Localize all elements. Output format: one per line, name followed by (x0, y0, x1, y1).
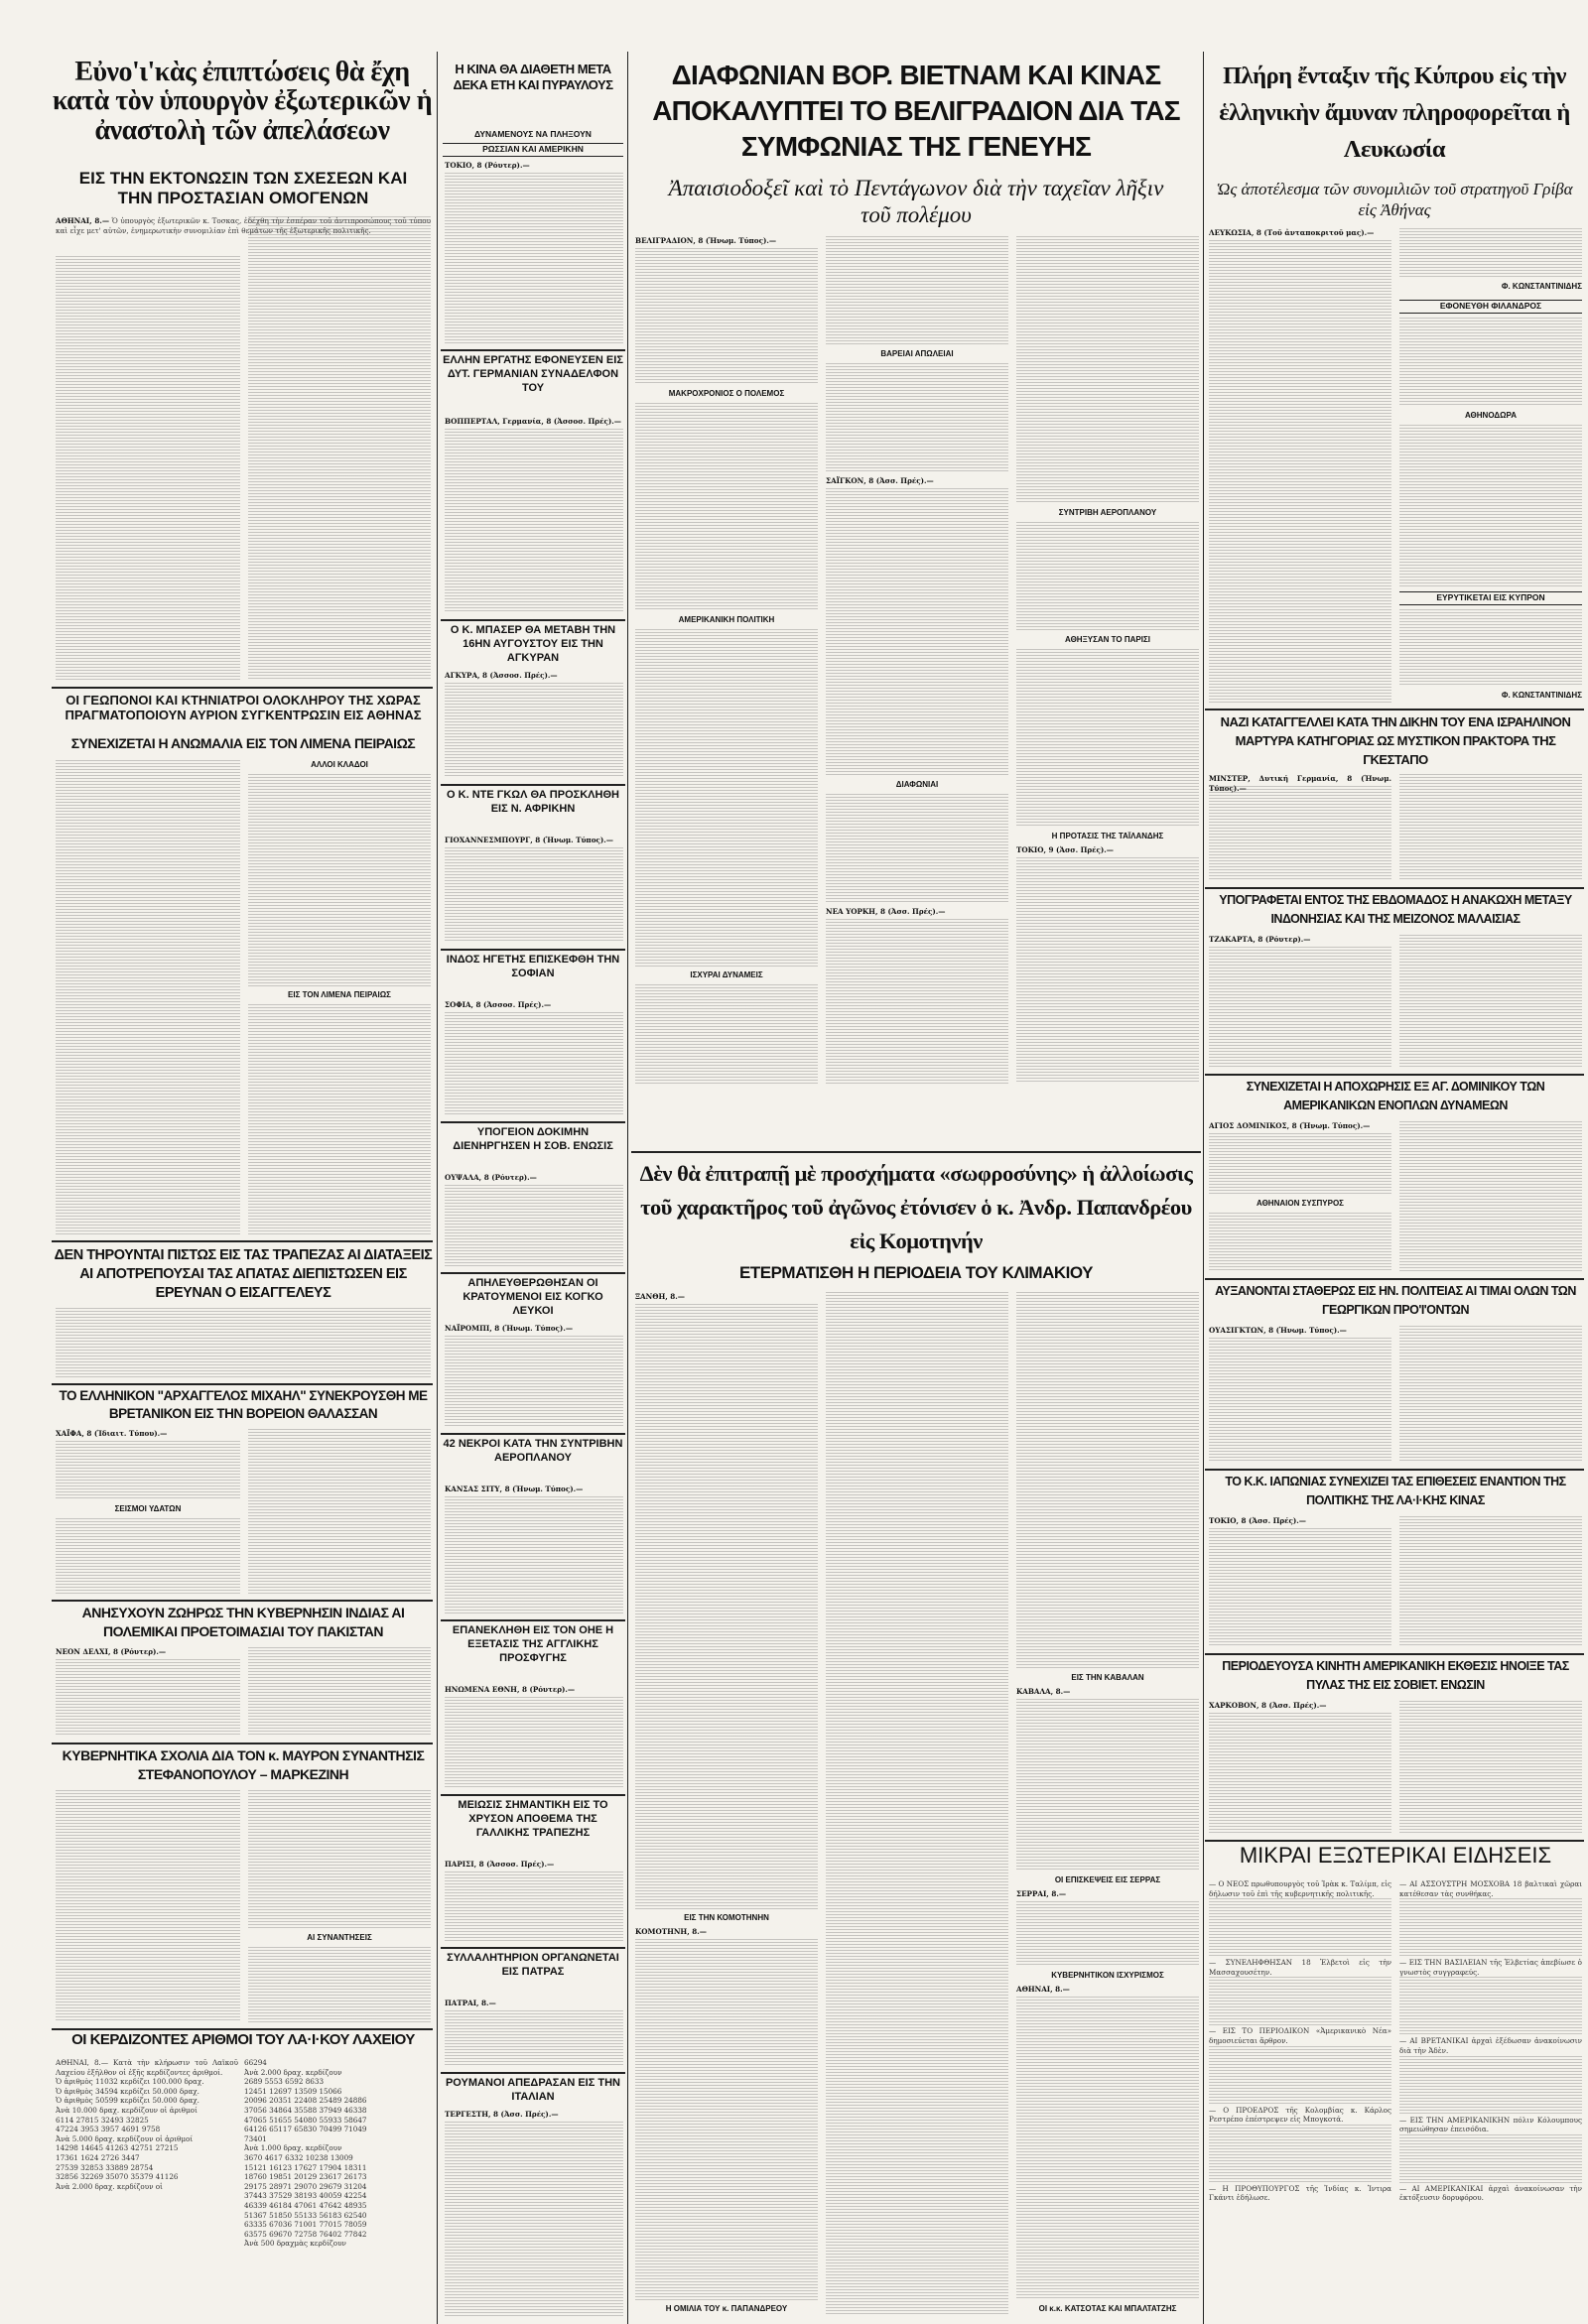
water-subhead: ΣΕΙΣΜΟΙ ΥΔΑΤΩΝ (114, 1504, 182, 1513)
body-text-block (1399, 1516, 1582, 1647)
body-text-block (1209, 786, 1391, 881)
schools-story (56, 1790, 431, 2024)
body-text-block (1209, 2046, 1391, 2106)
lottery-numbers: 32856 32269 35070 35379 41126 (56, 2172, 179, 2182)
gaulle-story (445, 836, 623, 945)
story-text: Ὁ ὑπουργὸς ἐξωτερικῶν κ. Τοσκας, ἐδέχθη τὴν ἐσπέραν τοῦ ἀντιπροσώπους τοῦ τύπου καὶ εἶχε μετ' αὐτῶν, ἐνημερωτικὴν συνομιλίαν ἐπὶ θεμάτων τῆς ἐξωτερικῆς πολιτικῆς. (56, 216, 431, 235)
plane-crash-headline: 42 ΝΕΚΡΟΙ ΚΑΤΑ ΤΗΝ ΣΥΝΤΡΙΒΗΝ ΑΕΡΟΠΛΑΝΟΥ (443, 1438, 623, 1464)
dateline: ΑΘΗΝΑΙ, 8.— (1016, 1985, 1070, 1994)
body-text-block (248, 774, 431, 986)
lottery-numbers: 6114 27815 32493 32825 (56, 2115, 149, 2125)
dateline: ΠΑΡΙΣΙ, 8 (Ἀσσοσ. Πρές).— (445, 1860, 555, 1869)
dateline: ΛΕΥΚΩΣΙΑ, 8 (Τοῦ ἀνταποκριτοῦ μας).— (1209, 228, 1375, 237)
dateline: ΤΕΡΓΕΣΤΗ, 8 (Ἀσσ. Πρές).— (445, 2110, 559, 2119)
banks-headline: ΔΕΝ ΤΗΡΟΥΝΤΑΙ ΠΙΣΤΩΣ ΕΙΣ ΤΑΣ ΤΡΑΠΕΖΑΣ ΑΙ ΔΙΑΤΑΞΕΙΣ ΑΙ ΑΠΟΤΡΕΠΟΥΣΑΙ ΤΑΣ ΑΠΑΤΑΣ ΔΙΕΠΙΣΤΩΣΕΝ ΕΙΣ ΕΡΕΥΝΑΝ Ο ΕΙΣΑΓΓΕΛΕΥΣ (54, 1247, 433, 1301)
lottery-numbers: 64126 65117 65830 70499 71049 (244, 2125, 367, 2134)
body-text-block (1399, 1701, 1582, 1834)
dominican-withdrawal-headline: ΣΥΝΕΧΙΖΕΤΑΙ Η ΑΠΟΧΩΡΗΣΙΣ ΕΞ ΑΓ. ΔΟΜΙΝΙΚΟΥ ΤΩΝ ΑΜΕΡΙΚΑΝΙΚΩΝ ΕΝΟΠΛΩΝ ΔΥΝΑΜΕΩΝ (1246, 1080, 1545, 1112)
other-branches-subhead: ΑΛΛΟΙ ΚΛΑΔΟΙ (311, 760, 368, 769)
dateline: ΧΑΡΚΟΒΟΝ, 8 (Ἀσσ. Πρές).— (1209, 1701, 1327, 1710)
body-text-block (826, 919, 1008, 1084)
body-text-block (1209, 2125, 1391, 2184)
losses-subhead: ΒΑΡΕΙΑΙ ΑΠΩΛΕΙΑΙ (880, 349, 954, 358)
cyprus-story (1209, 228, 1582, 705)
body-text-block (1209, 1528, 1391, 1647)
komotini-subhead: ΕΙΣ ΤΗΝ ΚΟΜΟΤΗΝΗΝ (684, 1913, 769, 1922)
dateline: ΜΙΝΣΤΕΡ, Δυτική Γερμανία, 8 (Ἡνωμ. Τύπος).— (1209, 774, 1391, 793)
lottery-numbers: 51367 51850 55133 56183 62540 (244, 2210, 367, 2220)
body-text-block (826, 236, 1008, 345)
dateline: ΣΑΪΓΚΟΝ, 8 (Ἀσσ. Πρές).— (826, 476, 934, 485)
body-text-block (56, 760, 240, 1234)
body-text-block (1209, 240, 1391, 703)
deportations-story (56, 216, 431, 683)
section-rule (1205, 1653, 1584, 1655)
port-story (56, 760, 431, 1236)
paris-subhead: ΑΘΗΞΥΣΑΝ ΤΟ ΠΑΡΙΣΙ (1065, 635, 1150, 644)
indian-leader-headline: ΙΝΔΟΣ ΗΓΕΤΗΣ ΕΠΙΣΚΕΦΘΗ ΤΗΝ ΣΟΦΙΑΝ (446, 954, 620, 979)
body-text-block (1399, 318, 1582, 407)
column-rule (627, 52, 628, 2324)
body-text-block (1209, 947, 1391, 1068)
government-schools-headline: ΚΥΒΕΡΝΗΤΙΚΑ ΣΧΟΛΙΑ ΔΙΑ ΤΟΝ κ. ΜΑΥΡΟΝ ΣΥΝΑΝΤΗΣΙΣ ΣΤΕΦΑΝΟΠΟΥΛΟΥ – ΜΑΡΚΕΖΙΝΗ (62, 1747, 425, 1782)
body-text-block (1399, 1326, 1582, 1463)
japan-cp-headline: ΤΟ Κ.Κ. ΙΑΠΩΝΙΑΣ ΣΥΝΕΧΙΖΕΙ ΤΑΣ ΕΠΙΘΕΣΕΙΣ ΕΝΑΝΤΙΟΝ ΤΗΣ ΠΟΛΙΤΙΚΗΣ ΤΗΣ ΛΑ·Ι·ΚΗΣ ΚΙΝΑΣ (1225, 1475, 1566, 1507)
section-rule (441, 1272, 625, 1274)
greek-worker-headline: ΕΛΛΗΝ ΕΡΓΑΤΗΣ ΕΦΟΝΕΥΣΕΝ ΕΙΣ ΔΥΤ. ΓΕΡΜΑΝΙΑΝ ΣΥΝΑΔΕΛΦΟΝ ΤΟΥ (443, 354, 623, 394)
port-subhead: ΕΙΣ ΤΟΝ ΛΙΜΕΝΑ ΠΕΙΡΑΙΩΣ (288, 990, 391, 999)
body-text-block (1016, 649, 1199, 828)
lottery-numbers: 18760 19851 20129 23617 26173 (244, 2172, 367, 2182)
cyprus-subhead: Ὡς ἀποτέλεσμα τῶν συνομιλιῶν τοῦ στρατηγοῦ Γρίβα εἰς Ἀθήνας (1216, 180, 1573, 219)
serres-subhead: ΟΙ ΕΠΙΣΚΕΨΕΙΣ ΕΙΣ ΣΕΡΡΑΣ (1054, 1875, 1161, 1884)
news-item: — ΑΙ ΑΜΕΡΙΚΑΝΙΚΑΙ ἀρχαὶ ἀνακοίνωσαν τὴν ἐκτόξευσιν δορυφόρου. (1399, 2183, 1582, 2203)
dateline: ΚΑΒΑΛΑ, 8.— (1016, 1687, 1071, 1696)
india-story (56, 1647, 431, 1739)
news-item: — ΕΙΣ ΤΗΝ ΒΑΣΙΛΕΙΑΝ τῆς Ἑλβετίας ἀπεβίωσε ὁ γνωστὸς συγγραφεύς. (1399, 1958, 1582, 1977)
cyprus-lead-headline: Πλήρη ἔνταξιν τῆς Κύπρου εἰς τὴν ἑλληνικὴν ἄμυναν πληροφορεῖται ἡ Λευκωσία (1219, 63, 1570, 163)
news-item: — Η ΠΡΟΘΥΠΟΥΡΓΟΣ τῆς Ἰνδίας κ. Ἰντιρα Γκάντι ἐδήλωσε. (1209, 2183, 1391, 2203)
returns-subhead: ΕΥΡΥΤΙΚΕΤΑΙ ΕΙΣ ΚΥΠΡΟΝ (1399, 591, 1582, 605)
section-rule (52, 2028, 433, 2030)
news-item: — ΑΙ ΑΣΣΟΥΣΤΡΗ ΜΟΣΧΟΒΑ 18 βαλτικαὶ χῶραι κατέθεσαν τὰς συνθήκας. (1399, 1879, 1582, 1898)
body-text-block (635, 248, 818, 385)
dateline: ΤΟΚΙΟ, 8 (Ἀσσ. Πρές).— (1209, 1516, 1306, 1525)
small-news-column (1209, 1879, 1391, 2320)
column-rule (1203, 52, 1204, 2324)
dateline: ΝΕΟΝ ΔΕΛΧΙ, 8 (Ρόυτερ).— (56, 1647, 167, 1656)
truce-story (1209, 935, 1582, 1070)
lottery-numbers: 27539 32853 33889 28754 (56, 2162, 154, 2172)
body-text-block (56, 1518, 240, 1594)
body-text-block (445, 847, 623, 943)
body-text-block (445, 1336, 623, 1427)
lottery-numbers: 12451 12697 13509 15066 (244, 2086, 342, 2096)
body-text-block (1399, 609, 1582, 687)
dateline: ΚΟΜΟΤΗΝΗ, 8.— (635, 1927, 707, 1936)
lottery-numbers: 37443 37529 38193 40059 42254 (244, 2191, 367, 2201)
pentagon-subhead: Ἀπαισιοδοξεῖ καὶ τὸ Πεντάγωνον διὰ τὴν ταχεῖαν λῆξιν τοῦ πολέμου (668, 176, 1164, 227)
farmers-headline: ΟΙ ΓΕΩΠΟΝΟΙ ΚΑΙ ΚΤΗΝΙΑΤΡΟΙ ΟΛΟΚΛΗΡΟΥ ΤΗΣ ΧΩΡΑΣ ΠΡΑΓΜΑΤΟΠΟΙΟΥΝ ΑΥΡΙΟΝ ΣΥΓΚΕΝΤΡΩΣΙΝ ΕΙΣ ΑΘΗΝΑΣ (65, 693, 422, 722)
lottery-line: Ἀνὰ 10.000 δραχ. κερδίζουν οἱ ἀριθμοί (56, 2105, 198, 2115)
body-text-block (635, 984, 818, 1084)
body-text-block (445, 173, 623, 343)
body-text-block (445, 1185, 623, 1266)
body-text-block (445, 1496, 623, 1614)
lottery-results-continued (244, 2058, 431, 2318)
body-text-block (1016, 857, 1199, 1084)
dateline: ΤΟΚΙΟ, 9 (Ἀσσ. Πρές).— (1016, 845, 1114, 854)
lottery-results (56, 2058, 238, 2318)
body-text-block (56, 1308, 431, 1379)
dominican-story (1209, 1121, 1582, 1274)
katsotas-subhead: ΟΙ κ.κ. ΚΑΤΣΟΤΑΣ ΚΑΙ ΜΠΑΛΤΑΤΖΗΣ (1038, 2304, 1177, 2313)
body-text-block (1209, 1338, 1391, 1463)
body-text-block (635, 403, 818, 611)
congo-freed-headline: ΑΠΗΛΕΥΘΕΡΩΘΗΣΑΝ ΟΙ ΚΡΑΤΟΥΜΕΝΟΙ ΕΙΣ ΚΟΓΚΟ ΛΕΥΚΟΙ (463, 1277, 603, 1317)
dateline: ΠΑΤΡΑΙ, 8.— (445, 1999, 496, 2007)
dateline: ΝΕΑ ΥΟΡΚΗ, 8 (Ἀσσ. Πρές).— (826, 907, 946, 916)
nazi-gestapo-headline: ΝΑΖΙ ΚΑΤΑΓΓΕΛΛΕΙ ΚΑΤΑ ΤΗΝ ΔΙΚΗΝ ΤΟΥ ΕΝΑ ΙΣΡΑΗΛΙΝΟΝ ΜΑΡΤΥΡΑ ΚΑΤΗΓΟΡΙΑΣ ΩΣ ΜΥΣΤΙΚΟΝ ΠΡΑΚΤΟΡΑ ΤΗΣ ΓΚΕΣΤΑΠΟ (1220, 714, 1571, 767)
gold-reserve-headline: ΜΕΙΩΣΙΣ ΣΗΜΑΝΤΙΚΗ ΕΙΣ ΤΟ ΧΡΥΣΟΝ ΑΠΟΘΕΜΑ ΤΗΣ ΓΑΛΛΙΚΗΣ ΤΡΑΠΕΖΗΣ (458, 1799, 608, 1839)
body-text-block (248, 1647, 431, 1737)
dateline: ΤΖΑΚΑΡΤΑ, 8 (Ρόυτερ).— (1209, 935, 1311, 944)
kavala-subhead: ΕΙΣ ΤΗΝ ΚΑΒΑΛΑΝ (1071, 1673, 1144, 1682)
lottery-headline: ΟΙ ΚΕΡΔΙΖΟΝΤΕΣ ΑΡΙΘΜΟΙ ΤΟΥ ΛΑ·Ι·ΚΟΥ ΛΑΧΕΙΟΥ (71, 2032, 415, 2048)
ship-story (56, 1429, 431, 1596)
bozer-headline: Ο Κ. ΜΠΑΣΕΡ ΘΑ ΜΕΤΑΒΗ ΤΗΝ 16ΗΝ ΑΥΓΟΥΣΤΟΥ ΕΙΣ ΤΗΝ ΑΓΚΥΡΑΝ (450, 624, 616, 664)
nazi-story (1209, 774, 1582, 883)
crash-story (445, 1485, 623, 1615)
patras-rally-headline: ΣΥΛΛΑΛΗΤΗΡΙΟΝ ΟΡΓΑΝΩΝΕΤΑΙ ΕΙΣ ΠΑΤΡΑΣ (447, 1952, 619, 1978)
news-item: — Ο ΠΡΟΕΔΡΟΣ τῆς Κολομβίας κ. Κάρλος Ρεστρέπο ἐπέστρεψεν εἰς Μπογκοτά. (1209, 2105, 1391, 2125)
papandreou-story (635, 1292, 1199, 2320)
body-text-block (1209, 1713, 1391, 1834)
body-text-block (635, 1304, 818, 1909)
test-story (445, 1173, 623, 1268)
body-text-block (56, 1441, 240, 1500)
dominican-subhead: ΑΘΗΝΑΙΟΝ ΣΥΣΠΥΡΟΣ (1257, 1199, 1344, 1208)
dateline: ΓΙΟΧΑΝΝΕΣΜΠΟΥΡΓ, 8 (Ἡνωμ. Τύπος).— (445, 836, 613, 844)
dateline: ΞΑΝΘΗ, 8.— (635, 1292, 685, 1301)
body-text-block (1399, 2056, 1582, 2116)
section-rule (441, 1947, 625, 1949)
china-strap-2: ΡΩΣΣΙΑΝ ΚΑΙ ΑΜΕΡΙΚΗΝ (443, 143, 623, 157)
body-text-block (1399, 2134, 1582, 2184)
body-text-block (56, 1659, 240, 1737)
de-gaulle-headline: Ο Κ. ΝΤΕ ΓΚΩΛ ΘΑ ΠΡΟΣΚΛΗΘΗ ΕΙΣ Ν. ΑΦΡΙΚΗΝ (447, 789, 619, 815)
india-pakistan-headline: ΑΝΗΣΥΧΟΥΝ ΖΩΗΡΩΣ ΤΗΝ ΚΥΒΕΡΝΗΣΙΝ ΙΝΔΙΑΣ ΑΙ ΠΟΛΕΜΙΚΑΙ ΠΡΟΕΤΟΙΜΑΣΙΑΙ ΤΟΥ ΠΑΚΙΣΤΑΝ (81, 1605, 405, 1639)
diplomacy-subhead: ΔΙΑΦΩΝΙΑΙ (895, 780, 939, 789)
body-text-block (826, 794, 1008, 903)
farm-prices-headline: ΑΥΞΑΝΟΝΤΑΙ ΣΤΑΘΕΡΩΣ ΕΙΣ ΗΝ. ΠΟΛΙΤΕΙΑΣ ΑΙ ΤΙΜΑΙ ΟΛΩΝ ΤΩΝ ΓΕΩΡΓΙΚΩΝ ΠΡΟ'Ι'ΟΝΤΩΝ (1215, 1284, 1576, 1317)
body-text-block (1016, 522, 1199, 631)
papandreou-headline: Δὲν θὰ ἐπιτραπῇ μὲ προσχήματα «σωφροσύνης» ἡ ἀλλοίωσις τοῦ χαρακτῆρος τοῦ ἀγῶνος ἐτόνισεν ὁ κ. Ἀνδρ. Παπανδρέου εἰς Κομοτηνήν (639, 1161, 1193, 1253)
lottery-line: Ἀνὰ 5.000 δραχ. κερδίζουν οἱ ἀριθμοί (56, 2133, 194, 2143)
indonesia-truce-headline: ΥΠΟΓΡΑΦΕΤΑΙ ΕΝΤΟΣ ΤΗΣ ΕΒΔΟΜΑΔΟΣ Η ΑΝΑΚΩΧΗ ΜΕΤΑΞΥ ΙΝΔΟΝΗΣΙΑΣ ΚΑΙ ΤΗΣ ΜΕΙΖΟΝΟΣ ΜΑΛΑΙΣΙΑΣ (1219, 893, 1572, 926)
lead-headline-deportations: Εὐνο'ι'κὰς ἐπιπτώσεις θὰ ἔχη κατὰ τὸν ὑπουργὸν ἐξωτερικῶν ἡ ἀναστολὴ τῶν ἀπελάσεων (52, 58, 433, 146)
section-rule (441, 1619, 625, 1621)
section-rule (441, 1433, 625, 1435)
body-text-block (1399, 935, 1582, 1068)
gold-story (445, 1860, 623, 1943)
news-item: — ΕΙΣ ΤΗΝ ΑΜΕΡΙΚΑΝΙΚΗΝ πόλιν Κόλουμπους σημειώθησαν ἐπεισόδια. (1399, 2115, 1582, 2134)
vietnam-story (635, 236, 1199, 1149)
body-text-block (1209, 1133, 1391, 1195)
cyprus-signature: Φ. ΚΩΝΣΤΑΝΤΙΝΙΔΗΣ (1501, 691, 1582, 700)
expo-story (1209, 1701, 1582, 1836)
body-text-block (445, 2122, 623, 2316)
column-rule (437, 52, 438, 2324)
body-text-block (1399, 1121, 1582, 1272)
deportations-subhead: ΕΙΣ ΤΗΝ ΕΚΤΟΝΩΣΙΝ ΤΩΝ ΣΧΕΣΕΩΝ ΚΑΙ ΤΗΝ ΠΡΟΣΤΑΣΙΑΝ ΟΜΟΓΕΝΩΝ (78, 169, 408, 207)
ship-collision-headline: ΤΟ ΕΛΛΗΝΙΚΟΝ "ΑΡΧΑΓΓΕΛΟΣ ΜΙΧΑΗΛ" ΣΥΝΕΚΡΟΥΣΘΗ ΜΕ ΒΡΕΤΑΝΙΚΟΝ ΕΙΣ ΤΗΝ ΒΟΡΕΙΟΝ ΘΑΛΑΣΣΑΝ (59, 1388, 428, 1421)
un-exam-headline: ΕΠΑΝΕΚΛΗΘΗ ΕΙΣ ΤΟΝ ΟΗΕ Η ΕΞΕΤΑΣΙΣ ΤΗΣ ΑΓΓΛΙΚΗΣ ΠΡΟΣΦΥΓΗΣ (452, 1624, 614, 1664)
section-rule (52, 1240, 433, 1242)
body-text-block (826, 363, 1008, 472)
lottery-line: Ὁ ἀριθμὸς 34594 κερδίζει 50.000 δραχ. (56, 2086, 199, 2096)
body-text-block (635, 1939, 818, 2300)
lottery-numbers: 73401 (244, 2133, 267, 2143)
american-policy-subhead: ΑΜΕΡΙΚΑΝΙΚΗ ΠΟΛΙΤΙΚΗ (678, 615, 775, 624)
dateline: ΗΝΩΜΕΝΑ ΕΘΝΗ, 8 (Ρόυτερ).— (445, 1685, 576, 1694)
small-foreign-news-headline: ΜΙΚΡΑΙ ΕΞΩΤΕΡΙΚΑΙ ΕΙΔΗΣΕΙΣ (1239, 1844, 1552, 1868)
thailand-subhead: Η ΠΡΟΤΑΣΙΣ ΤΗΣ ΤΑΪΛΑΝΔΗΣ (1051, 832, 1164, 840)
section-rule (52, 1743, 433, 1744)
underground-test-headline: ΥΠΟΓΕΙΟΝ ΔΟΚΙΜΗΝ ΔΙΕΝΗΡΓΗΣΕΝ Η ΣΟΒ. ΕΝΩΣΙΣ (453, 1126, 613, 1152)
body-text-block (445, 1872, 623, 1941)
lottery-line: Ὁ ἀριθμὸς 11032 κερδίζει 100.000 δραχ. (56, 2077, 204, 2087)
news-item: — ΣΥΝΕΛΗΦΘΗΣΑΝ 18 Ἐλβετοὶ εἰς τὴν Μασσαχουσέτην. (1209, 1958, 1391, 1977)
body-text-block (248, 1790, 431, 1929)
news-item: — Ο ΝΕΟΣ πρωθυπουργὸς τοῦ Ἰρὰκ κ. Ταλίμπ, εἰς δήλωσιν τοῦ ἐπὶ τῆς κυβερνητικῆς πολιτικῆς. (1209, 1879, 1391, 1898)
section-rule (1205, 1278, 1584, 1280)
dateline: ΤΟΚΙΟ, 8 (Ρόυτερ).— (445, 161, 530, 170)
lottery-numbers: 37056 34864 35588 37949 46338 (244, 2105, 367, 2115)
romanians-story (445, 2110, 623, 2318)
section-rule (1205, 709, 1584, 710)
dateline: ΣΕΡΡΑΙ, 8.— (1016, 1889, 1067, 1898)
body-text-block (445, 1012, 623, 1115)
port-headline: ΣΥΝΕΧΙΖΕΤΑΙ Η ΑΝΩΜΑΛΙΑ ΕΙΣ ΤΟΝ ΛΙΜΕΝΑ ΠΕΙΡΑΙΩΣ (70, 736, 416, 751)
section-rule (441, 1121, 625, 1123)
lottery-numbers: 17361 1624 2726 3447 (56, 2152, 140, 2162)
lottery-line: Ἀνὰ 1.000 δραχ. κερδίζουν (244, 2143, 342, 2153)
lottery-numbers: 2689 5553 6592 8633 (244, 2077, 325, 2087)
lottery-line: Ὁ ἀριθμὸς 50599 κερδίζει 50.000 δραχ. (56, 2096, 199, 2106)
body-text-block (56, 1790, 240, 2022)
lottery-line: 66294 (244, 2058, 267, 2067)
body-text-block (56, 256, 240, 681)
china-missiles-headline: Η ΚΙΝΑ ΘΑ ΔΙΑΘΕΤΗ ΜΕΤΑ ΔΕΚΑ ΕΤΗ ΚΑΙ ΠΥΡΑΥΛΟΥΣ (453, 62, 613, 92)
lottery-numbers: 3670 4617 6332 10238 13009 (244, 2152, 353, 2162)
section-rule (52, 687, 433, 689)
body-text-block (445, 1697, 623, 1788)
body-text-block (445, 429, 623, 613)
section-rule (52, 1383, 433, 1385)
dateline: ΣΟΦΙΑ, 8 (Ἀσσοσ. Πρές).— (445, 1000, 552, 1009)
war-subhead: ΜΑΚΡΟΧΡΟΝΙΟΣ Ο ΠΟΛΕΜΟΣ (668, 389, 785, 398)
dateline: ΧΑΪΦΑ, 8 (Ἰδιαιτ. Τύπου).— (56, 1429, 168, 1438)
lottery-numbers: 20096 20351 22408 25489 24886 (244, 2096, 367, 2106)
gov-claim-subhead: ΚΥΒΕΡΝΗΤΙΚΟΝ ΙΣΧΥΡΙΣΜΟΣ (1051, 1971, 1164, 1980)
body-text-block (1399, 774, 1582, 881)
dateline: ΒΟΠΠΕΡΤΑΛ, Γερμανία, 8 (Ἀσσοσ. Πρές).— (445, 417, 621, 426)
lottery-line: Ἀνὰ 2.000 δραχ. κερδίζουν (244, 2067, 342, 2077)
philandros-subhead: ΕΦΟΝΕΥΘΗ ΦΙΛΑΝΔΡΟΣ (1399, 300, 1582, 314)
section-rule (52, 1600, 433, 1602)
news-item: — ΕΙΣ ΤΟ ΠΕΡΙΟΔΙΚΟΝ «Ἀμερικανικὸ Νέα» δημοσιεύεται ἄρθρον. (1209, 2026, 1391, 2045)
lottery-numbers: 47065 51655 54080 55933 58647 (244, 2115, 367, 2125)
body-text-block (248, 1947, 431, 2022)
china-strap: ΔΥΝΑΜΕΝΟΥΣ ΝΑ ΠΛΗΞΟΥΝ (474, 129, 592, 139)
dateline: ΟΥΨΑΛΑ, 8 (Ρόυτερ).— (445, 1173, 537, 1182)
un-story (445, 1685, 623, 1790)
japan-story (1209, 1516, 1582, 1649)
china-story (445, 161, 623, 345)
body-text-block (635, 629, 818, 967)
lottery-numbers: 47224 3953 3957 4691 9758 (56, 2125, 161, 2134)
body-text-block (248, 216, 431, 681)
dateline: ΝΑΪΡΟΜΠΙ, 8 (Ἡνωμ. Τύπος).— (445, 1324, 574, 1333)
section-rule (1205, 1469, 1584, 1471)
cyprus-signature: Φ. ΚΩΝΣΤΑΝΤΙΝΙΔΗΣ (1501, 282, 1582, 291)
lottery-intro: ΑΘΗΝΑΙ, 8.— Κατὰ τὴν κλήρωσιν τοῦ Λαϊκοῦ Λαχείου ἐξῆλθον οἱ ἑξῆς κερδίζοντες ἀριθμοί. (56, 2058, 238, 2077)
rally-story (445, 1999, 623, 2068)
dateline: ΒΕΛΙΓΡΑΔΙΟΝ, 8 (Ἡνωμ. Τύπος).— (635, 236, 777, 245)
body-text-block (1399, 228, 1582, 278)
lottery-numbers: 46339 46184 47061 47642 48935 (244, 2200, 367, 2210)
dateline: ΟΥΑΣΙΓΚΤΩΝ, 8 (Ἡνωμ. Τύπος).— (1209, 1326, 1347, 1335)
section-rule (441, 784, 625, 786)
body-text-block (826, 488, 1008, 776)
section-rule (1205, 1840, 1584, 1842)
body-text-block (248, 1004, 431, 1234)
meetings-subhead: ΑΙ ΣΥΝΑΝΤΗΣΕΙΣ (307, 1933, 372, 1942)
plane-subhead: ΣΥΝΤΡΙΒΗ ΑΕΡΟΠΛΑΝΟΥ (1058, 508, 1157, 517)
body-text-block (1016, 1901, 1199, 1967)
speech-subhead: Η ΟΜΙΛΙΑ ΤΟΥ κ. ΠΑΠΑΝΔΡΕΟΥ (665, 2304, 788, 2313)
lottery-numbers: 63335 67036 71001 77015 78059 (244, 2220, 367, 2230)
section-rule (441, 2072, 625, 2074)
body-text-block (1016, 236, 1199, 504)
section-rule (1205, 1074, 1584, 1076)
bozer-story (445, 671, 623, 780)
body-text-block (1209, 1977, 1391, 2026)
lottery-line: Ἀνὰ 500 δραχμὰς κερδίζουν (244, 2239, 346, 2249)
section-rule (1205, 887, 1584, 889)
body-text-block (1209, 1898, 1391, 1958)
body-text-block (1399, 1977, 1582, 2036)
body-text-block (826, 1292, 1008, 2314)
lottery-numbers: 63575 69670 72758 76402 77842 (244, 2229, 367, 2239)
section-rule (441, 1794, 625, 1796)
prices-story (1209, 1326, 1582, 1465)
lottery-numbers: 29175 28971 29070 29679 31204 (244, 2181, 367, 2191)
section-rule (631, 1151, 1201, 1153)
body-text-block (1399, 1898, 1582, 1958)
section-rule (441, 619, 625, 621)
body-text-block (248, 1429, 431, 1594)
body-text-block (1209, 1213, 1391, 1272)
dateline: ΑΘΗΝΑΙ, 8.— (56, 216, 110, 225)
dateline: ΑΓΙΟΣ ΔΟΜΙΝΙΚΟΣ, 8 (Ἡνωμ. Τύπος).— (1209, 1121, 1371, 1130)
indian-leader-story (445, 1000, 623, 1117)
lottery-line: Ἀνὰ 2.000 δραχ. κερδίζουν οἱ (56, 2181, 163, 2191)
body-text-block (1016, 1292, 1199, 1669)
news-item: — ΑΙ ΒΡΕΤΑΝΙΚΑΙ ἀρχαὶ ἐξέδωσαν ἀνακοίνωσιν διὰ τὴν Ἀδὲν. (1399, 2036, 1582, 2055)
body-text-block (1016, 1997, 1199, 2300)
lottery-numbers: 14298 14645 41263 42751 27215 (56, 2143, 179, 2153)
body-text-block (445, 683, 623, 778)
expo-headline: ΠΕΡΙΟΔΕΥΟΥΣΑ ΚΙΝΗΤΗ ΑΜΕΡΙΚΑΝΙΚΗ ΕΚΘΕΣΙΣ ΗΝΟΙΞΕ ΤΑΣ ΠΥΛΑΣ ΤΗΣ ΕΙΣ ΣΟΒΙΕΤ. ΕΝΩΣΙΝ (1222, 1659, 1569, 1692)
body-text-block (1016, 1699, 1199, 1872)
dateline: ΑΓΚΥΡΑ, 8 (Ἀσσοσ. Πρές).— (445, 671, 558, 680)
athenodora-subhead: ΑΘΗΝΟΔΩΡΑ (1464, 411, 1518, 420)
romanians-headline: ΡΟΥΜΑΝΟΙ ΑΠΕΔΡΑΣΑΝ ΕΙΣ ΤΗΝ ΙΤΑΛΙΑΝ (445, 2077, 621, 2103)
lottery-numbers: 15121 16123 17627 17904 18311 (244, 2162, 367, 2172)
congo-story (445, 1324, 623, 1429)
papandreou-subhead: ΕΤΕΡΜΑΤΙΣΘΗ Η ΠΕΡΙΟΔΕΙΑ ΤΟΥ ΚΛΙΜΑΚΙΟΥ (739, 1264, 1093, 1282)
section-rule (441, 349, 625, 351)
body-text-block (1399, 425, 1582, 587)
forces-subhead: ΙΣΧΥΡΑΙ ΔΥΝΑΜΕΙΣ (690, 970, 763, 979)
worker-story (445, 417, 623, 615)
dateline: ΚΑΝΣΑΣ ΣΙΤΥ, 8 (Ἡνωμ. Τύπος).— (445, 1485, 584, 1493)
section-rule (441, 949, 625, 951)
body-text-block (445, 2010, 623, 2066)
small-news-column (1399, 1879, 1582, 2320)
vietnam-china-lead-headline: ΔΙΑΦΩΝΙΑΝ ΒΟΡ. ΒΙΕΤΝΑΜ ΚΑΙ ΚΙΝΑΣ ΑΠΟΚΑΛΥΠΤΕΙ ΤΟ ΒΕΛΙΓΡΑΔΙΟΝ ΔΙΑ ΤΑΣ ΣΥΜΦΩΝΙΑΣ ΤΗΣ ΓΕΝΕΥΗΣ (652, 60, 1180, 162)
